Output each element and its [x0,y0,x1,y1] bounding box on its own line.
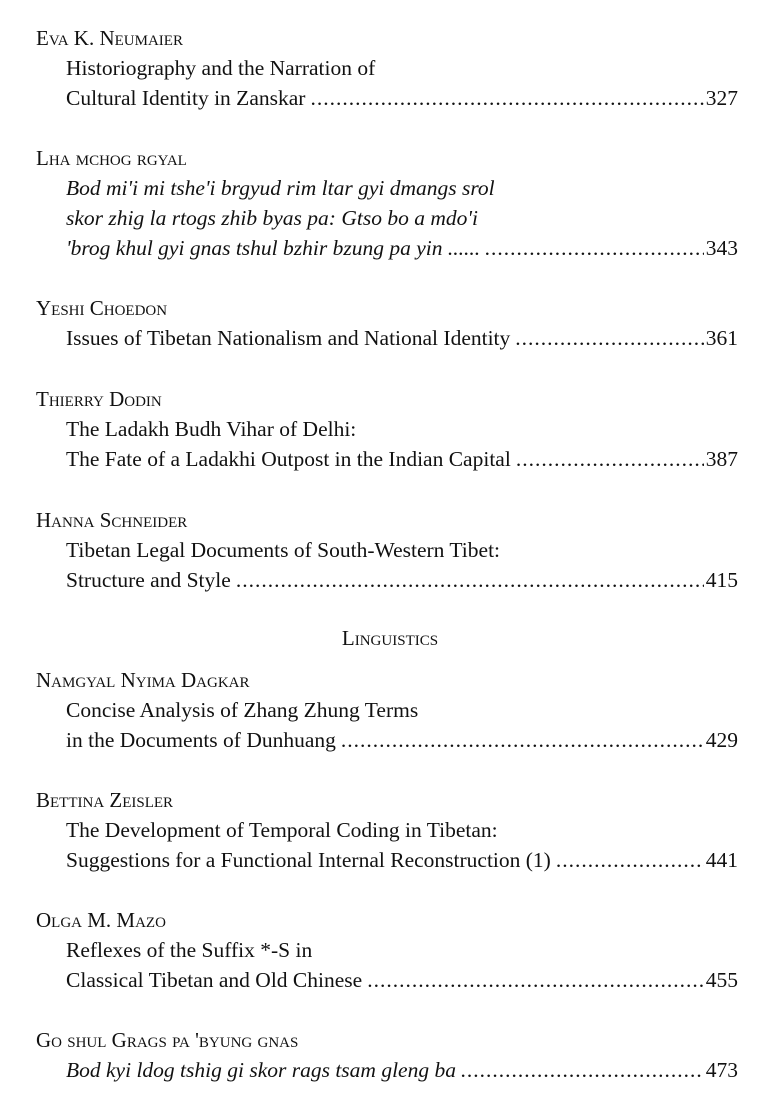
dot-leader [310,83,703,113]
toc-entry [36,1025,738,1085]
entry-title-line [66,725,738,755]
entry-title-line [66,203,738,233]
section-heading-linguistics: Linguistics [341,626,439,650]
entry-title-line [66,565,738,595]
title-text: Cultural Identity in Zanskar [66,86,306,110]
entry-author: Thierry Dodin [36,387,162,411]
title-text: Issues of Tibetan Nationalism and National Identity [66,326,511,350]
title-text: in the Documents of Dunhuang [66,728,336,752]
page-number: 327 [705,86,738,110]
title-text: Historiography and the Narration of [66,56,376,80]
entry-title-line [66,83,738,113]
page-number: 455 [705,968,738,992]
toc-entry [36,384,738,474]
toc-entry [36,665,738,755]
title-text: Concise Analysis of Zhang Zhung Terms [66,698,419,722]
title-text: Reflexes of the Suffix *-S in [66,938,313,962]
toc-entry [36,505,738,595]
dot-leader [341,725,704,755]
dot-leader [515,323,703,353]
title-text: Tibetan Legal Documents of South-Western Tibet: [66,538,501,562]
title-text: The Development of Temporal Coding in Tibetan: [66,818,498,842]
entry-title-line [66,414,738,444]
page-number: 361 [705,326,738,350]
entry-title-line [66,444,738,474]
entry-title-line [66,173,738,203]
page-number: 473 [705,1058,738,1082]
entry-author: Yeshi Choedon [36,296,168,320]
title-text: The Fate of a Ladakhi Outpost in the Indian Capital [66,447,511,471]
dot-leader [485,233,704,263]
entry-author: Bettina Zeisler [36,788,174,812]
entry-title-line [66,935,738,965]
toc-entry [36,143,738,263]
title-text: Bod mi'i mi tshe'i brgyud rim ltar gyi dmangs srol [66,176,495,200]
page-number: 387 [705,447,738,471]
page-number: 343 [705,236,738,260]
entry-title-line [66,695,738,725]
entry-author: Go shul Grags pa 'byung gnas [36,1028,299,1052]
entry-author: Hanna Schneider [36,508,188,532]
title-text: The Ladakh Budh Vihar of Delhi: [66,417,357,441]
entry-title-line [66,965,738,995]
entry-title-line [66,815,738,845]
dot-leader [461,1055,704,1085]
title-text: Structure and Style [66,568,231,592]
dot-leader [556,845,704,875]
dot-leader [236,565,704,595]
entry-title-line [66,53,738,83]
title-text: skor zhig la rtogs zhib byas pa: Gtso bo a mdo'i [66,206,478,230]
entry-title-line [66,1055,738,1085]
entry-title-line [66,535,738,565]
title-text: Bod kyi ldog tshig gi skor rags tsam gleng ba [66,1058,456,1082]
page-number: 441 [705,848,738,872]
entry-author: Lha mchog rgyal [36,146,187,170]
page-number: 429 [705,728,738,752]
toc-entry [36,785,738,875]
entry-title-line [66,233,738,263]
dot-leader [516,444,704,474]
title-text: Suggestions for a Functional Internal Reconstruction (1) [66,848,551,872]
entry-author: Eva K. Neumaier [36,26,183,50]
entry-author: Namgyal Nyima Dagkar [36,668,250,692]
dot-leader [367,965,704,995]
entry-author: Olga M. Mazo [36,908,166,932]
page-number: 415 [705,568,738,592]
title-text: Classical Tibetan and Old Chinese [66,968,363,992]
toc-entry [36,905,738,995]
toc-entry [36,293,738,353]
entry-title-line [66,323,738,353]
title-text: 'brog khul gyi gnas tshul bzhir bzung pa yin ...... [66,236,481,260]
toc-entry [36,23,738,113]
entry-title-line [66,845,738,875]
